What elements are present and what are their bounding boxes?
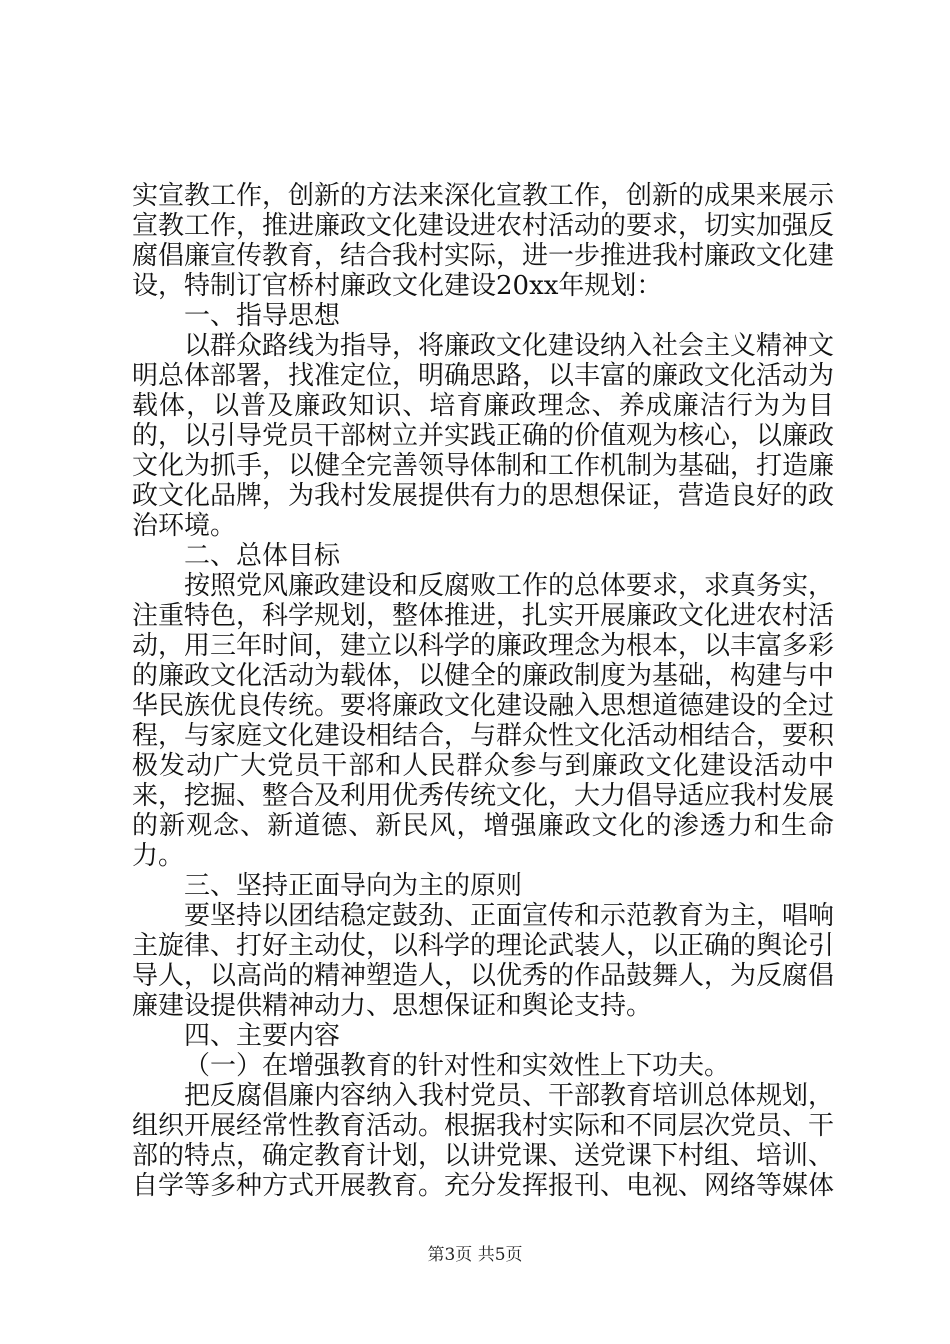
page-number-footer: 第3页 共5页 xyxy=(427,1245,523,1265)
document-body xyxy=(132,181,834,1201)
paragraph-principle: 要坚持以团结稳定鼓劲、正面宣传和示范教育为主，唱响主旋律、打好主动仗，以科学的理论武装人，以正确的舆论引导人，以高尚的精神塑造人，以优秀的作品鼓舞人，为反腐倡廉建设提供精神动力、思想保证和舆论支持。 xyxy=(132,901,835,1021)
heading-main-content: 四、主要内容 xyxy=(184,1021,341,1051)
heading-overall-goal: 二、总体目标 xyxy=(184,541,341,571)
subheading-education: （一）在增强教育的针对性和实效性上下功夫。 xyxy=(184,1051,731,1081)
paragraph-guiding-thought: 以群众路线为指导，将廉政文化建设纳入社会主义精神文明总体部署，找准定位，明确思路，以丰富的廉政文化活动为载体，以普及廉政知识、培育廉政理念、养成廉洁行为为目的，以引导党员干部树立并实践正确的价值观为核心，以廉政文化为抓手，以健全完善领导体制和工作机制为基础，打造廉政文化品牌，为我村发展提供有力的思想保证，营造良好的政治环境。 xyxy=(132,331,835,541)
heading-principle: 三、坚持正面导向为主的原则 xyxy=(184,871,523,901)
paragraph-overall-goal: 按照党风廉政建设和反腐败工作的总体要求，求真务实，注重特色，科学规划，整体推进，扎实开展廉政文化进农村活动，用三年时间，建立以科学的廉政理念为根本，以丰富多彩的廉政文化活动为载体，以健全的廉政制度为基础，构建与中华民族优良传统。要将廉政文化建设融入思想道德建设的全过程，与家庭文化建设相结合，与群众性文化活动相结合，要积极发动广大党员干部和人民群众参与到廉政文化建设活动中来，挖掘、整合及利用优秀传统文化，大力倡导适应我村发展的新观念、新道德、新民风，增强廉政文化的渗透力和生命力。 xyxy=(132,571,835,871)
heading-guiding-thought: 一、指导思想 xyxy=(184,301,341,331)
paragraph-intro: 实宣教工作，创新的方法来深化宣教工作，创新的成果来展示宣教工作，推进廉政文化建设进农村活动的要求，切实加强反腐倡廉宣传教育，结合我村实际，进一步推进我村廉政文化建设，特制订官桥村廉政文化建设20xx年规划： xyxy=(132,181,835,301)
paragraph-education: 把反腐倡廉内容纳入我村党员、干部教育培训总体规划，组织开展经常性教育活动。根据我村实际和不同层次党员、干部的特点，确定教育计划，以讲党课、送党课下村组、培训、自学等多种方式开展教育。充分发挥报刊、电视、网络等媒体 xyxy=(132,1081,835,1201)
